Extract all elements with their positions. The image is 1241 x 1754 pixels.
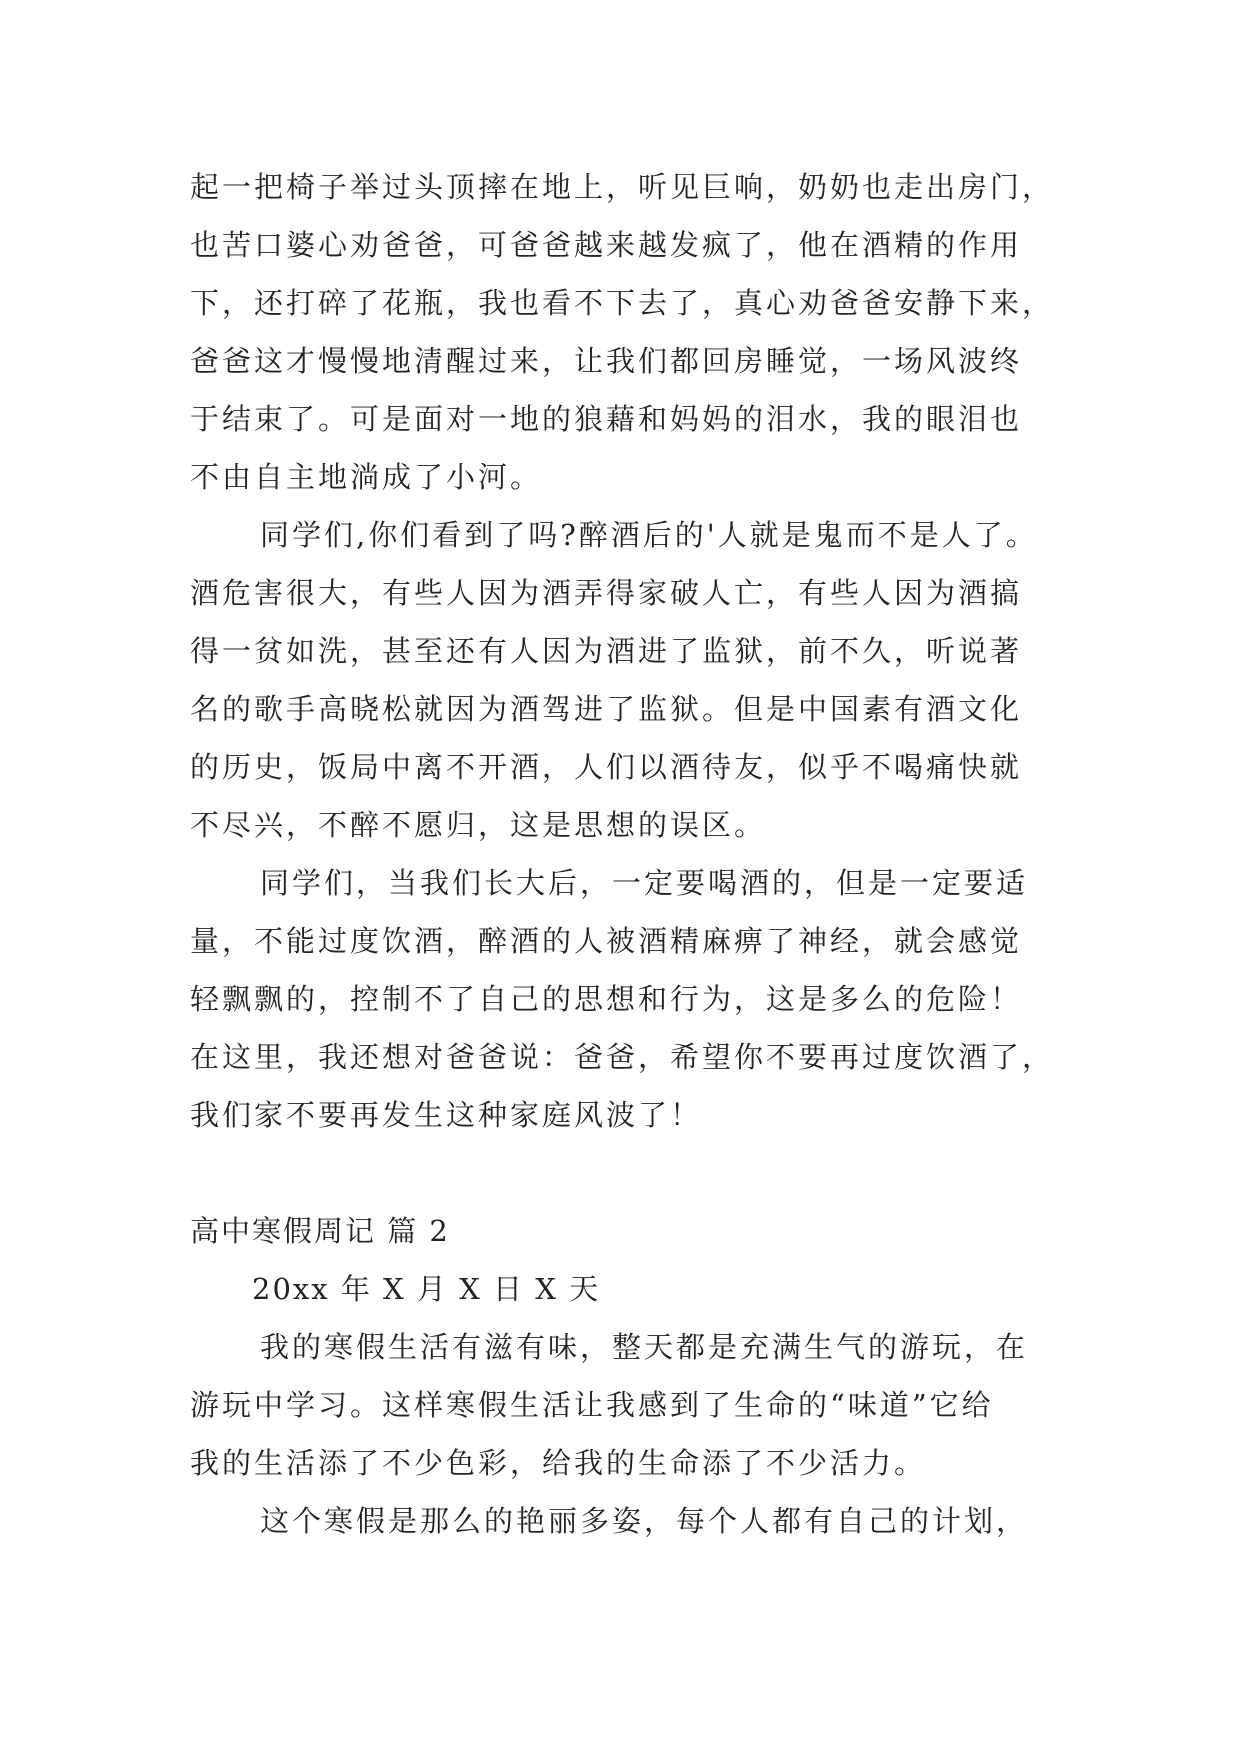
text-line: 不由自主地淌成了小河。 (190, 460, 543, 494)
text-line: 也苦口婆心劝爸爸，可爸爸越来越发疯了，他在酒精的作用 (190, 228, 1023, 262)
text-line: 我们家不要再发生这种家庭风波了！ (190, 1098, 703, 1132)
text-line: 下，还打碎了花瓶，我也看不下去了，真心劝爸爸安静下来， (190, 286, 1055, 320)
document-body (190, 158, 1055, 1550)
section-gap (190, 1144, 1050, 1202)
text-line: 在这里，我还想对爸爸说：爸爸，希望你不要再过度饮酒了， (190, 1040, 1055, 1074)
text-line: 不尽兴，不醉不愿归，这是思想的误区。 (190, 808, 767, 842)
text-line: 同学们，当我们长大后，一定要喝酒的，但是一定要适 (260, 866, 1029, 900)
text-line: 轻飘飘的，控制不了自己的思想和行为，这是多么的危险！ (190, 982, 1023, 1016)
section-heading: 高中寒假周记 篇 2 (190, 1214, 450, 1248)
text-line: 得一贫如洗，甚至还有人因为酒进了监狱，前不久，听说著 (190, 634, 1023, 668)
text-line: 起一把椅子举过头顶摔在地上，听见巨响，奶奶也走出房门， (190, 170, 1055, 204)
text-line: 的历史，饭局中离不开酒，人们以酒待友，似乎不喝痛快就 (190, 750, 1023, 784)
paragraph-5 (190, 1492, 1050, 1550)
text-line: 酒危害很大，有些人因为酒弄得家破人亡，有些人因为酒搞 (190, 576, 1023, 610)
text-line: 我的寒假生活有滋有味，整天都是充满生气的游玩，在 (260, 1330, 1029, 1364)
diary-date: 20xx 年 X 月 X 日 X 天 (252, 1272, 601, 1306)
paragraph-2 (190, 506, 1050, 854)
paragraph-3 (190, 854, 1055, 1144)
text-line: 同学们,你们看到了吗?醉酒后的'人就是鬼而不是人了。 (260, 518, 1038, 552)
text-line: 名的歌手高晓松就因为酒驾进了监狱。但是中国素有酒文化 (190, 692, 1023, 726)
text-line: 量，不能过度饮酒，醉酒的人被酒精麻痹了神经，就会感觉 (190, 924, 1023, 958)
text-line: 游玩中学习。这样寒假生活让我感到了生命的“味道”它给 (190, 1388, 994, 1422)
text-line: 于结束了。可是面对一地的狼藉和妈妈的泪水，我的眼泪也 (190, 402, 1023, 436)
text-line: 爸爸这才慢慢地清醒过来，让我们都回房睡觉，一场风波终 (190, 344, 1023, 378)
paragraph-4 (190, 1318, 1050, 1492)
text-line: 这个寒假是那么的艳丽多姿，每个人都有自己的计划， (260, 1504, 1029, 1538)
paragraph-1 (190, 158, 1055, 506)
text-line: 我的生活添了不少色彩，给我的生命添了不少活力。 (190, 1446, 927, 1480)
